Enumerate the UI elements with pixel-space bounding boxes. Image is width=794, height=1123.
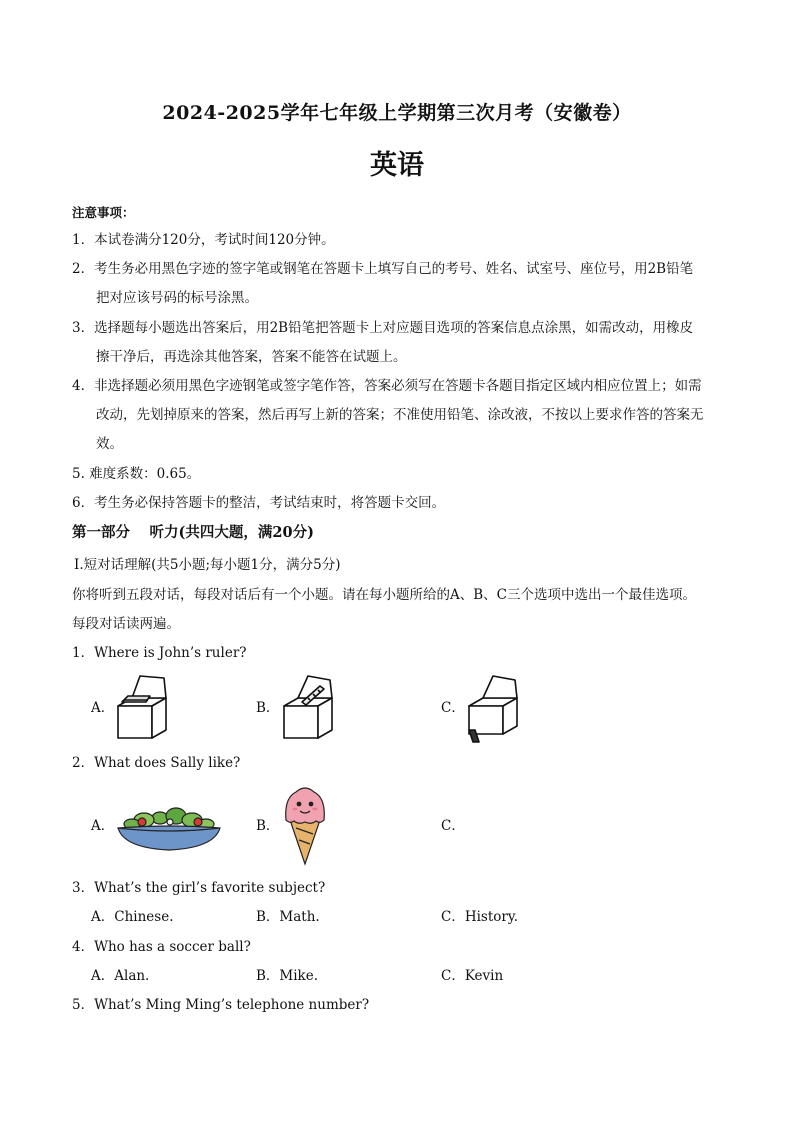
- option-label: A．: [91, 700, 115, 716]
- option-label: C．: [441, 818, 465, 834]
- question-stem: 3．What’s the girl’s favorite subject?: [72, 880, 326, 896]
- question-stem: 4．Who has a soccer ball?: [72, 939, 251, 955]
- option-label: B．: [256, 700, 280, 716]
- box-with-ruler-on-lid-picture: [278, 672, 340, 742]
- question-stem: 2．What does Sally like?: [72, 755, 241, 771]
- notice-item: 3．选择题每小题选出答案后，用2B铅笔把答题卡上对应题目选项的答案信息点涂黑，如需改动，用橡皮: [72, 320, 694, 336]
- notice-item: 6．考生务必保持答题卡的整洁，考试结束时，将答题卡交回。: [72, 495, 446, 511]
- notice-item: 2．考生务必用黑色字迹的签字笔或钢笔在答题卡上填写自己的考号、姓名、试室号、座位号，用2B铅笔: [72, 261, 694, 277]
- instructions: 你将听到五段对话，每段对话后有一个小题。请在每小题所给的A、B、C三个选项中选出一个最佳选项。: [72, 587, 696, 603]
- box-with-ruler-under-picture: [463, 672, 525, 744]
- exam-title: 2024-2025学年七年级上学期第三次月考（安徽卷）: [162, 102, 632, 124]
- option-text: A．Alan.: [91, 968, 150, 984]
- notice-item: 1．本试卷满分120分，考试时间120分钟。: [72, 232, 335, 248]
- option-text: B．Math.: [256, 909, 320, 925]
- notice-item: 擦干净后，再选涂其他答案，答案不能答在试题上。: [96, 349, 407, 365]
- part1-heading: 第一部分 听力(共四大题，满20分): [72, 524, 314, 541]
- box-with-ruler-inside-picture: [112, 672, 174, 742]
- option-text: A．Chinese.: [91, 909, 174, 925]
- option-text: B．Mike.: [256, 968, 319, 984]
- notice-item: 效。: [96, 436, 123, 452]
- notice-item: 把对应该号码的标号涂黑。: [96, 290, 258, 306]
- option-label: A．: [91, 818, 115, 834]
- notice-heading: 注意事项：: [72, 205, 135, 220]
- option-label: B．: [256, 818, 280, 834]
- notice-item: 4．非选择题必须用黑色字迹钢笔或签字笔作答，答案必须写在答题卡各题目指定区域内相应位置上；如需: [72, 378, 702, 394]
- notice-item: 改动，先划掉原来的答案，然后再写上新的答案；不准使用铅笔、涂改液，不按以上要求作答的答案无: [96, 407, 704, 423]
- section1-heading: Ⅰ.短对话理解(共5小题;每小题1分，满分5分): [74, 557, 341, 573]
- ice-cream-picture: [282, 784, 328, 866]
- notice-item: 5. 难度系数：0.65。: [72, 466, 201, 482]
- subject-title: 英语: [370, 150, 424, 181]
- option-text: C．Kevin: [441, 968, 504, 984]
- salad-picture: [114, 798, 224, 854]
- question-stem: 5．What’s Ming Ming’s telephone number?: [72, 997, 370, 1013]
- option-label: C．: [441, 700, 465, 716]
- question-stem: 1．Where is John’s ruler?: [72, 645, 247, 661]
- option-text: C．History.: [441, 909, 518, 925]
- instructions: 每段对话读两遍。: [72, 616, 180, 632]
